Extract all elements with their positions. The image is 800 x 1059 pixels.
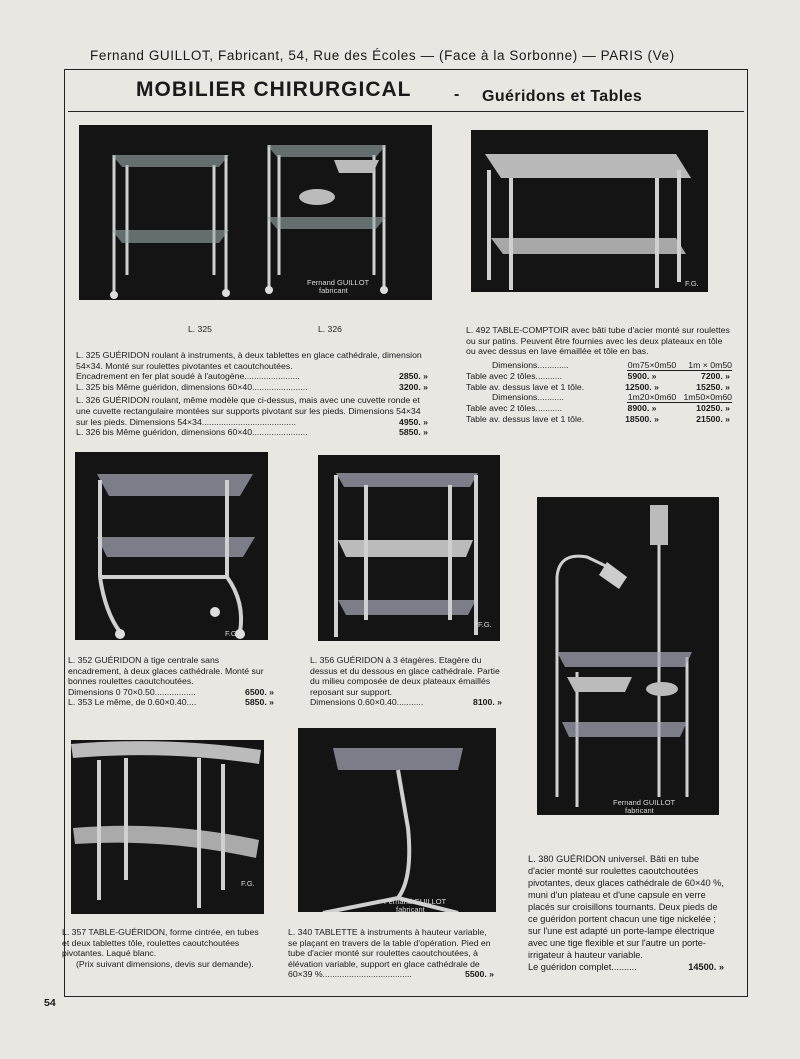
desc-357-note: (Prix suivant dimensions, devis sur demande). — [76, 958, 254, 969]
maker-name: Fernand GUILLOT — [384, 897, 447, 906]
price-row-352: Dimensions 0 70×0.50................. 6500. » — [68, 686, 274, 697]
page-title: MOBILIER CHIRURGICAL — [136, 78, 412, 101]
gueridon-380-illustration — [537, 497, 719, 815]
table-header: Dimensions............. 0m75×0m50 1m × 0m50 — [492, 359, 732, 370]
table-row: Table avec 2 tôles........... 8900. » 10250. » — [466, 403, 730, 414]
page-number: 54 — [44, 997, 56, 1009]
table-gueridon-357-illustration — [71, 740, 264, 914]
photo-table-gueridon-357 — [71, 740, 264, 914]
photo-maker-mark — [613, 799, 675, 815]
desc-340 — [288, 927, 494, 980]
table-row: Table avec 2 tôles........... 5900. » 7200. » — [466, 371, 730, 382]
photo-maker-mark — [384, 898, 446, 912]
desc-352 — [68, 655, 274, 708]
desc-326-text: L. 326 GUÉRIDON roulant, même modèle que ci-dessus, mais avec une cuvette ronde et une cuvette rectangulaire montées sur supports pivotant sur les pieds. Dimensions 54×34 — [76, 395, 421, 416]
price-row-353: L. 353 Le même, de 0.60×0.40.... 5850. » — [68, 697, 274, 708]
price-value: 2850. » — [399, 371, 428, 382]
price-row-326 — [76, 417, 428, 428]
desc-356-text: L. 356 GUÉRIDON à 3 étagères. Etagère du dessus et du dessous en glace cathédrale. Partie du milieu composée de deux plateaux émaillés reposant sur support. — [310, 655, 500, 697]
desc-357-text: L. 357 TABLE-GUÉRIDON, forme cintrée, en tubes et deux tablettes tôle, roulettes caoutchoutées pivotantes. Laqué blanc. — [62, 927, 259, 959]
table-comptoir-illustration — [471, 130, 708, 292]
photo-label-326: L. 326 — [318, 324, 342, 334]
maker-name: Fernand GUILLOT — [613, 798, 676, 807]
photo-gueridon-325-326 — [79, 125, 432, 300]
desc-492-text: L. 492 TABLE-COMPTOIR avec bâti tube d'acier monté sur roulettes ou sur patins. Peuvent être fournies avec les deux plateaux en tôle ou avec dessus en lave émaillée et tôle en bas. — [466, 325, 730, 357]
price-label: L. 325 bis Même guéridon, dimensions 60×40....................... — [76, 381, 308, 392]
photo-table-comptoir-492 — [471, 130, 708, 292]
photo-initials: F.G. — [685, 279, 699, 288]
price-value: 5850. » — [399, 427, 428, 438]
desc-325-326 — [76, 350, 428, 438]
photo-gueridon-356 — [318, 455, 500, 641]
gueridon-356-illustration — [318, 455, 500, 641]
price-label: sur les pieds. Dimensions 54×34....................................... — [76, 416, 296, 427]
gueridon-325-326-illustration — [79, 125, 432, 300]
photo-maker-mark — [307, 279, 369, 295]
photo-gueridon-352 — [75, 452, 268, 640]
photo-initials: F.G. — [241, 879, 255, 888]
table-header: Dimensions........... 1m20×0m60 1m50×0m60 — [492, 392, 732, 402]
maker-role: fabricant — [319, 286, 348, 295]
desc-380 — [528, 853, 724, 973]
photo-initials: F.G. — [478, 620, 492, 629]
desc-325-text: L. 325 GUÉRIDON roulant à instruments, à deux tablettes en glace cathédrale, dimension 54×34. Monté sur roulettes pivotantes et caoutchoutées. — [76, 350, 422, 371]
price-value: 3200. » — [399, 381, 428, 392]
desc-356 — [310, 655, 502, 708]
table-row: Table av. dessus lave et 1 tôle. 18500. » 21500. » — [466, 413, 730, 424]
photo-label-325: L. 325 — [188, 324, 212, 334]
page-header: Fernand GUILLOT, Fabricant, 54, Rue des Écoles — (Face à la Sorbonne) — PARIS (Ve) — [90, 48, 675, 63]
desc-340-text: L. 340 TABLETTE à instruments à hauteur variable, se plaçant en travers de la table d'opération. Pied en tube d'acier monté sur roulettes caoutchoutées, à élévation variable, support en glace cathédrale de — [288, 927, 491, 969]
maker-role: fabricant — [625, 806, 654, 815]
desc-380-text: L. 380 GUÉRIDON universel. Bâti en tube d'acier monté sur roulettes caoutchoutées pivotantes, deux glaces cathédrale de 60×40 %, muni d'un plateau et d'une capsule en verre placés sur croisillons tournants. Deux pieds de ce guéridon portent chacun une tige nickelée ; sur l'une est adapté un porte-lampe électrique avec une tige flexible et sur l'autre un porte-irrigateur à hauteur variable. — [528, 854, 724, 960]
price-row-356: Dimensions 0.60×0.40........... 8100. » — [310, 697, 502, 708]
table-row: Table av. dessus lave et 1 tôle. 12500. » 15250. » — [466, 381, 730, 392]
price-row-325-bis — [76, 382, 428, 393]
maker-name: Fernand GUILLOT — [307, 278, 370, 287]
price-row-380: Le guéridon complet.......... 14500. » — [528, 962, 724, 972]
photo-gueridon-380 — [537, 497, 719, 815]
title-separator: - — [454, 86, 460, 103]
price-row-340: 60×39 %..................................... 5500. » — [288, 969, 494, 980]
photo-initials: F.G. — [225, 629, 239, 638]
price-row-325 — [76, 371, 428, 382]
title-rule — [68, 111, 744, 112]
page-subtitle: Guéridons et Tables — [482, 88, 643, 105]
desc-492 — [466, 325, 732, 424]
price-row-326-bis — [76, 427, 428, 438]
tablette-340-illustration — [298, 728, 496, 912]
maker-role: fabricant — [396, 905, 425, 912]
photo-tablette-340 — [298, 728, 496, 912]
price-label: Encadrement en fer plat soudé à l'autogène....................... — [76, 371, 300, 382]
gueridon-352-illustration — [75, 452, 268, 640]
price-label: L. 326 bis Même guéridon, dimensions 60×40....................... — [76, 427, 308, 438]
desc-352-text: L. 352 GUÉRIDON à tige centrale sans encadrement, à deux glaces cathédrale. Monté sur bonnes roulettes caoutchoutées. — [68, 655, 264, 687]
price-table-492 — [466, 360, 732, 424]
price-value: 4950. » — [399, 416, 428, 427]
desc-357 — [62, 927, 268, 969]
